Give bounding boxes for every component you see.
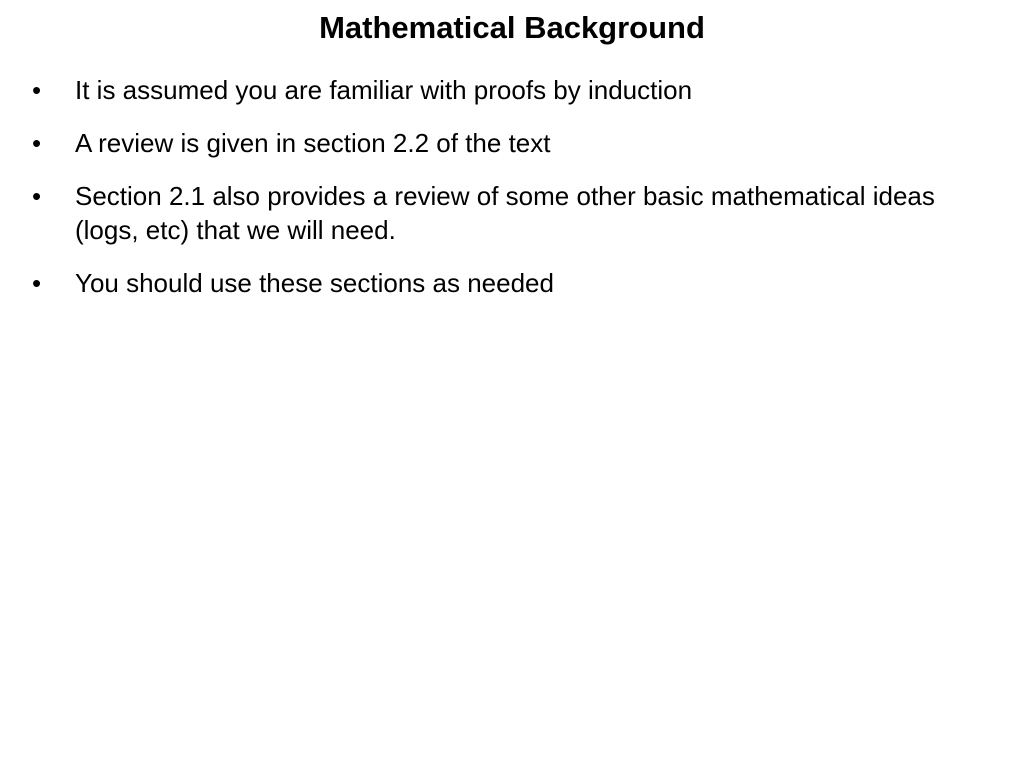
bullet-dot-icon: •: [32, 181, 42, 211]
bullet-list: [32, 73, 972, 319]
bullet-dot-icon: •: [32, 128, 42, 158]
slide-title: Mathematical Background: [319, 10, 705, 45]
bullet-item-section-2-1: [32, 179, 972, 247]
bullet-dot-icon: •: [32, 75, 42, 105]
bullet-dot-icon: •: [32, 268, 42, 298]
bullet-text: Section 2.1 also provides a review of some other basic mathematical ideas (logs, etc) that we will need.: [75, 181, 935, 245]
bullet-item-use-sections: [32, 266, 972, 300]
bullet-item-induction: [32, 73, 972, 107]
bullet-text: It is assumed you are familiar with proofs by induction: [75, 75, 693, 105]
bullet-item-review-section-2-2: [32, 126, 972, 160]
bullet-text: A review is given in section 2.2 of the text: [75, 128, 551, 158]
bullet-text: You should use these sections as needed: [75, 268, 554, 298]
